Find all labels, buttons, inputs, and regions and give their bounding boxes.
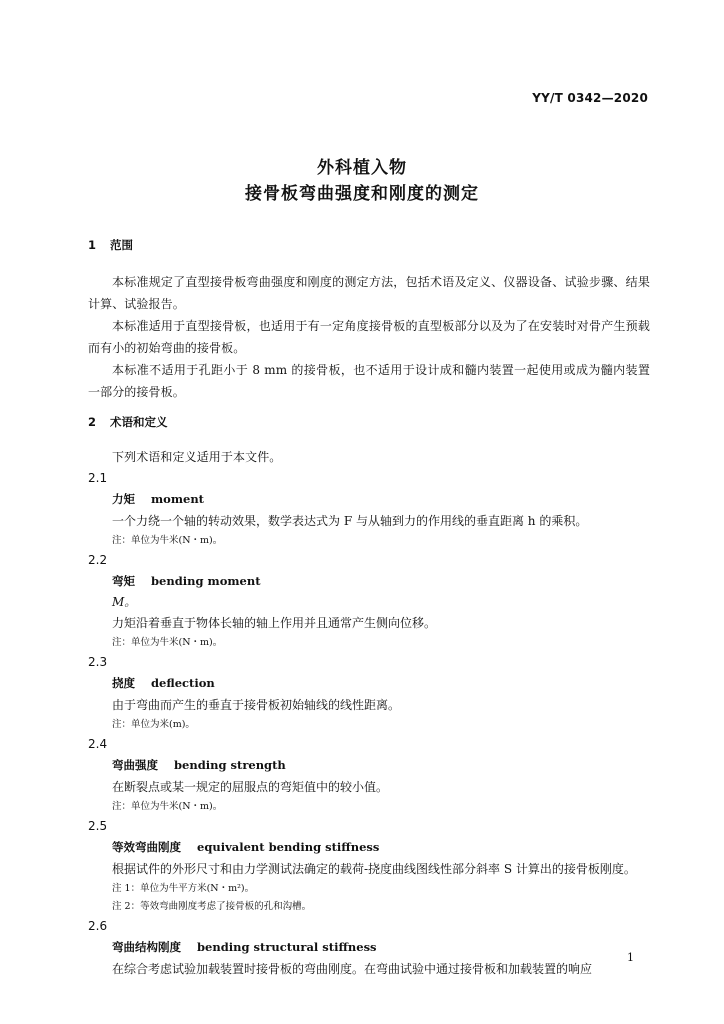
paragraph: 下列术语和定义适用于本文件。 — [112, 450, 282, 464]
section-heading: 1 范围 — [88, 238, 133, 252]
term-definition: 根据试件的外形尺寸和由力学测试法确定的载荷-挠度曲线图线性部分斜率 S 计算出的接骨板刚度。 — [112, 862, 636, 876]
section-heading: 2 术语和定义 — [88, 415, 168, 429]
document-title-line1: 外科植入物 — [317, 158, 407, 178]
term-name: 等效弯曲刚度 equivalent bending stiffness — [112, 840, 380, 854]
term-entry — [88, 916, 650, 980]
paragraph: 本标准规定了直型接骨板弯曲强度和刚度的测定方法，包括术语及定义、仪器设备、试验步骤、结果计算、试验报告。 — [88, 275, 650, 311]
term-number: 2.3 — [88, 655, 108, 669]
document-title-line2: 接骨板弯曲强度和刚度的测定 — [245, 184, 479, 204]
term-definition: 在断裂点或某一规定的屈服点的弯矩值中的较小值。 — [112, 780, 389, 794]
term-number: 2.1 — [88, 471, 108, 485]
section-2-body — [88, 446, 650, 980]
term-symbol: M。 — [112, 595, 137, 609]
term-name: 弯曲结构刚度 bending structural stiffness — [112, 940, 377, 954]
section-2 — [88, 411, 650, 433]
page-number: 1 — [627, 951, 634, 964]
standard-code: YY/T 0342—2020 — [532, 91, 648, 105]
term-definition: 由于弯曲而产生的垂直于接骨板初始轴线的线性距离。 — [112, 698, 401, 712]
section-1 — [88, 234, 650, 256]
term-entry — [88, 550, 650, 652]
term-note: 注 1：单位为牛平方米(N・m²)。 — [112, 883, 255, 894]
term-definition: 在综合考虑试验加载装置时接骨板的弯曲刚度。在弯曲试验中通过接骨板和加载装置的响应 — [112, 962, 593, 976]
term-entry — [88, 816, 650, 916]
paragraph: 本标准适用于直型接骨板，也适用于有一定角度接骨板的直型板部分以及为了在安装时对骨产生预载而有小的初始弯曲的接骨板。 — [88, 319, 650, 355]
term-note: 注：单位为牛米(N・m)。 — [112, 637, 223, 648]
term-name: 力矩 moment — [112, 492, 204, 506]
term-definition: 一个力绕一个轴的转动效果，数学表达式为 F 与从轴到力的作用线的垂直距离 h 的乘积。 — [112, 514, 588, 528]
term-note: 注：单位为米(m)。 — [112, 719, 195, 730]
term-number: 2.4 — [88, 737, 108, 751]
term-note: 注 2：等效弯曲刚度考虑了接骨板的孔和沟槽。 — [112, 901, 312, 912]
term-number: 2.2 — [88, 553, 108, 567]
term-name: 弯曲强度 bending strength — [112, 758, 286, 772]
term-name: 挠度 deflection — [112, 676, 215, 690]
term-note: 注：单位为牛米(N・m)。 — [112, 801, 223, 812]
term-number: 2.6 — [88, 919, 108, 933]
section-1-body — [88, 271, 650, 403]
term-definition: 力矩沿着垂直于物体长轴的轴上作用并且通常产生侧向位移。 — [112, 616, 437, 630]
term-entry — [88, 468, 650, 550]
term-note: 注：单位为牛米(N・m)。 — [112, 535, 223, 546]
term-entry — [88, 652, 650, 734]
term-name: 弯矩 bending moment — [112, 574, 261, 588]
paragraph: 本标准不适用于孔距小于 8 mm 的接骨板，也不适用于设计成和髓内装置一起使用或成为髓内装置一部分的接骨板。 — [88, 363, 650, 399]
term-number: 2.5 — [88, 819, 108, 833]
term-entry — [88, 734, 650, 816]
